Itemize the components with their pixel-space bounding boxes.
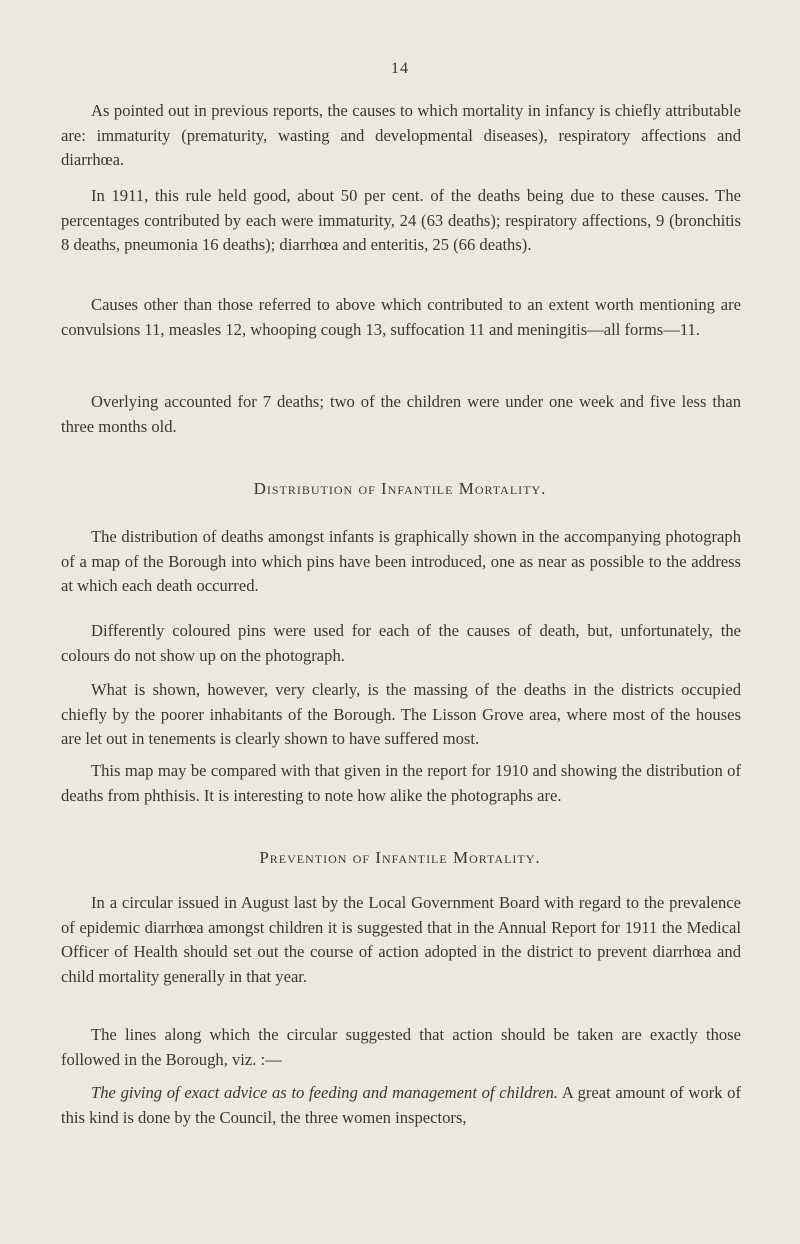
paragraph-1911-percentages: In 1911, this rule held good, about 50 per cent. of the deaths being due to these causes. The percentages contributed by each were immaturity, 24 (63 deaths); respiratory affections, 9 (bronchitis 8 deaths, pneumonia 16 deaths); diarrhœa and enteritis, 25 (66 deaths). [61, 186, 741, 254]
exact-advice-title: The giving of exact advice as to feeding and management of children. [91, 1083, 559, 1102]
paragraph-map-comparison: This map may be compared with that given in the report for 1910 and showing the distribution of deaths from phthisis. It is interesting to note how alike the photographs are. [61, 761, 741, 805]
paragraph-other-causes: Causes other than those referred to above which contributed to an extent worth mentioning are convulsions 11, measles 12, whooping cough 13, suffocation 11 and meningitis—all forms—11. [61, 295, 741, 339]
paragraph-causes-intro: As pointed out in previous reports, the causes to which mortality in infancy is chiefly attributable are: immaturity (prematurity, wasting and developmental diseases), respiratory affections and diarrhœa. [61, 101, 741, 169]
heading-prevention: Prevention of Infantile Mortality. [259, 848, 541, 867]
paragraph-distribution-map: The distribution of deaths amongst infants is graphically shown in the accompanying photograph of a map of the Borough into which pins have been introduced, one as near as possible to the address at which each death occurred. [61, 527, 741, 595]
paragraph-overlying: Overlying accounted for 7 deaths; two of the children were under one week and five less than three months old. [61, 392, 741, 436]
paragraph-massing: What is shown, however, very clearly, is the massing of the deaths in the districts occupied chiefly by the poorer inhabitants of the Borough. The Lisson Grove area, where most of the houses are let out in tenements is clearly shown to have suffered most. [61, 680, 741, 748]
paragraph-coloured-pins: Differently coloured pins were used for each of the causes of death, but, unfortunately, the colours do not show up on the photograph. [61, 621, 741, 665]
paragraph-exact-advice [61, 1081, 741, 1130]
page-number: 14 [391, 60, 409, 77]
paragraph-lines-of-action: The lines along which the circular suggested that action should be taken are exactly those followed in the Borough, viz. :— [61, 1025, 741, 1069]
exact-advice-text: A great amount of work of this kind is done by the Council, the three women inspectors, [61, 1083, 741, 1127]
paragraph-circular: In a circular issued in August last by the Local Government Board with regard to the prevalence of epidemic diarrhœa amongst children it is suggested that in the Annual Report for 1911 the Medical Officer of Health should set out the course of action adopted in the district to prevent diarrhœa and child mortality generally in that year. [61, 893, 741, 986]
heading-distribution: Distribution of Infantile Mortality. [253, 479, 547, 498]
